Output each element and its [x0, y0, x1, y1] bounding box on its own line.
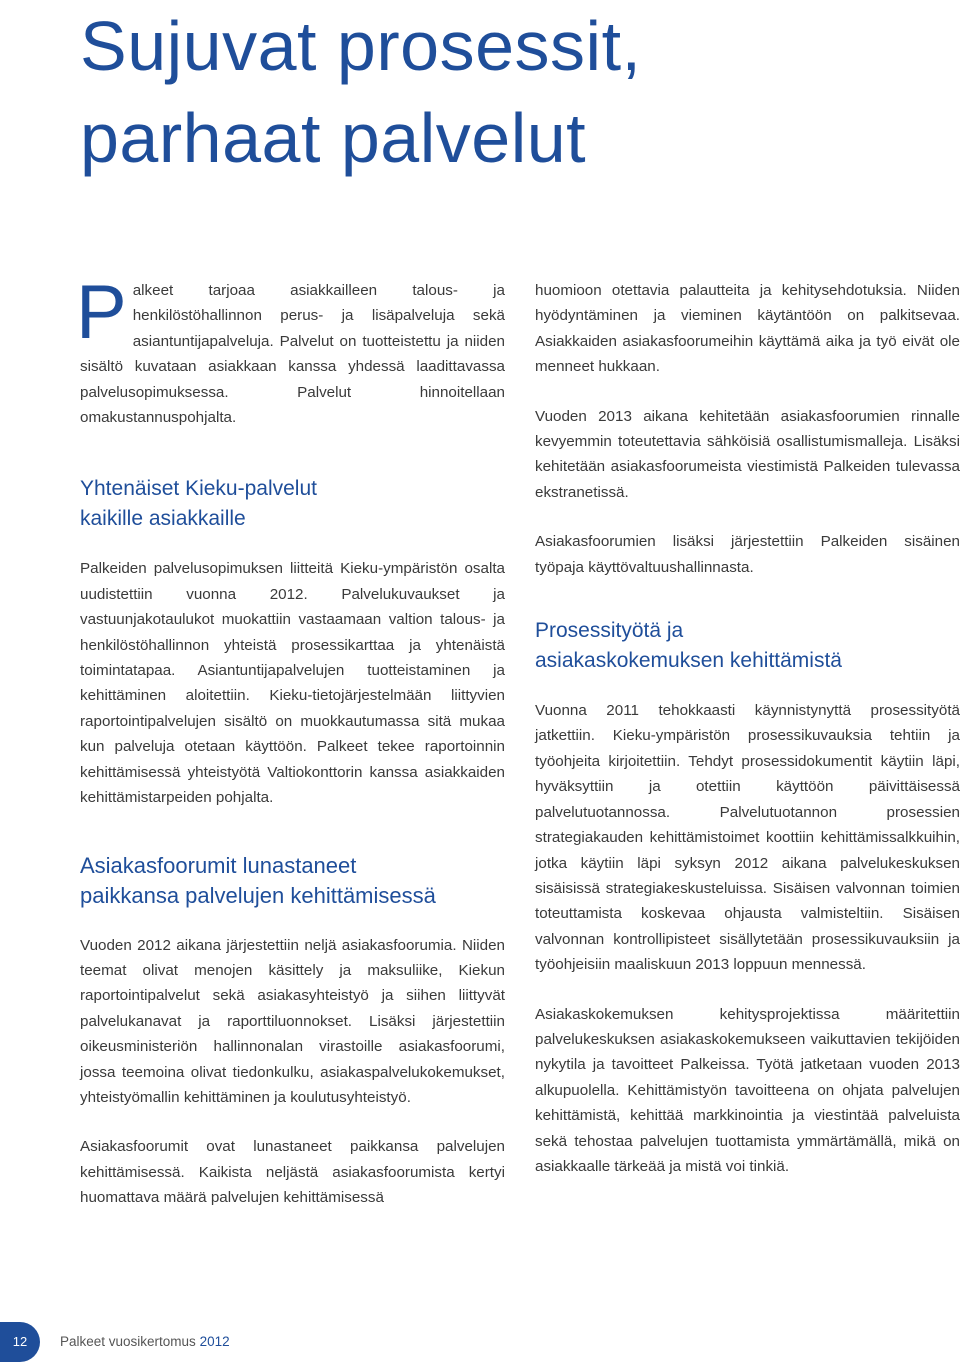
page-number: 12 — [0, 1322, 40, 1362]
paragraph-2013: Vuoden 2013 aikana kehitetään asiakasfoorumien rinnalle kevyemmin toteutettavia sähköisiä osallistumismalleja. Lisäksi kehitetään asiakasfoorumeista viestimistä Palkeiden tulevassa ekstranetissä. — [535, 407, 960, 501]
heading-kieku-palvelut — [80, 474, 505, 534]
footer-publication — [60, 1332, 230, 1352]
title-line-2: parhaat palvelut — [80, 99, 587, 177]
paragraph-kieku: Palkeiden palvelusopimuksen liitteitä Kieku-ympäristön osalta uudistettiin vuonna 2012. Palvelukuvaukset ja vastuunjakotaulukot muokattiin vastaamaan valtion talous- ja henkilöstöhallinnon yhteistä prosessikarttaa ja yhtenäistä toimintatapaa. Asiantuntijapalvelujen tuotteistaminen ja kehittäminen aloitettiin. Kieku-tietojärjestelmään liittyvien raportointipalvelujen sisältö on muokkautumassa sitä mukaa kun palveluja otetaan käyttöön. Palkeet tekee raportoinnin kehittämisessä yhteistyötä Valtiokonttorin kanssa asiakkaiden kehittämistarpeiden pohjalta. — [80, 560, 505, 807]
intro-text: alkeet tarjoaa asiakkailleen talous- ja henkilöstöhallinnon perus- ja lisäpalveluja sekä asiantuntijapalveluja. Palvelut on tuotteistettu ja niiden sisältö kuvataan asiakkaan kanssa yhdessä laadittavassa palvelusopimuksessa. Palvelut hinnoitellaan omakustannuspohjalta. — [80, 282, 505, 427]
paragraph-foorumit: Vuoden 2012 aikana järjestettiin neljä asiakasfoorumia. Niiden teemat olivat menojen käsittely ja maksuliike, Kiekun raportointipalvelut sekä asiakasyhteistyö ja siihen liittyvät palvelukanavat ja raporttiluonnokset. Lisäksi järjestettiin oikeusministeriön hallinnonalan virastoille asiakasfoorumi, jossa teemoina olivat tiedonkulku, asiakaspalvelukokemukset, yhteistyömallin kehittäminen ja koulutusyhteistyö. — [80, 936, 505, 1106]
paragraph-tyopaja: Asiakasfoorumien lisäksi järjestettiin Palkeiden sisäinen työpaja käyttövaltuushallinnasta. — [535, 533, 960, 576]
heading-line-2: paikkansa palvelujen kehittämisessä — [80, 882, 436, 908]
right-column — [535, 278, 960, 1203]
intro-paragraph — [76, 270, 505, 430]
heading-line-1: Asiakasfoorumit lunastaneet — [80, 852, 357, 878]
drop-cap: P — [76, 270, 127, 355]
paragraph-asiakaskokemus: Asiakaskokemuksen kehitysprojektissa määritettiin palvelukeskuksen asiakaskokemukseen vaikuttavien tekijöiden nykytila ja tavoitteet Palkeissa. Työtä jatketaan vuoden 2013 alkupuolella. Kehittämistyön tavoitteena on ohjata palvelujen kehittämistä, kehittää markkinointia ja viestintää palveluista sekä tehostaa palvelujen tuottamista ymmärtämällä, mikä on asiakkaalle tärkeää ja mistä voi tinkiä. — [535, 1005, 960, 1175]
page-footer — [0, 1322, 960, 1362]
heading-line-2: kaikille asiakkaille — [80, 507, 246, 531]
publication-year: 2012 — [199, 1334, 230, 1349]
paragraph-prosessityo: Vuonna 2011 tehokkaasti käynnistynyttä prosessityötä jatkettiin. Kieku-ympäristön prosessikuvauksia tehtiin ja työohjeita kirjoitettiin. Tehdyt prosessidokumentit käytiin läpi, hyväksyttiin ja otettiin käyttöön päivittäisessä palvelutuotannossa. Palvelutuotannon prosessien strategiakauden kehittämistoimet koottiin kehittämissalkkuihin, jotka käytiin läpi syksyn 2012 aikana palvelukeskuksen sisäisissä strategiakeskusteluissa. Sisäisen valvonnan toimien toteuttamista koskevaa ohjausta valmisteltiin. Sisäisen valvonnan kontrollipisteet sisällytetään prosessikuvauksiin ja työohjeisiin maaliskuun 2013 loppuun mennessä. — [535, 702, 960, 974]
heading-line-2: asiakaskokemuksen kehittämistä — [535, 649, 842, 673]
heading-asiakasfoorumit — [80, 851, 505, 911]
publication-name: Palkeet vuosikertomus — [60, 1334, 196, 1349]
page-title — [80, 0, 880, 184]
paragraph-palautteet: huomioon otettavia palautteita ja kehitysehdotuksia. Niiden hyödyntäminen ja vieminen käytäntöön on palkitsevaa. Asiakkaiden asiakasfoorumeihin käyttämä aika ja työ eivät ole menneet hukkaan. — [535, 282, 960, 376]
heading-prosessityo — [535, 616, 960, 676]
heading-line-1: Prosessityötä ja — [535, 619, 684, 643]
heading-line-1: Yhtenäiset Kieku-palvelut — [80, 477, 317, 501]
left-column — [76, 270, 505, 1235]
paragraph-foorumit-2: Asiakasfoorumit ovat lunastaneet paikkansa palvelujen kehittämisessä. Kaikista neljästä asiakasfoorumista kertyi huomattava määrä palvelujen kehittämisessä — [80, 1138, 505, 1207]
title-line-1: Sujuvat prosessit, — [80, 7, 642, 85]
